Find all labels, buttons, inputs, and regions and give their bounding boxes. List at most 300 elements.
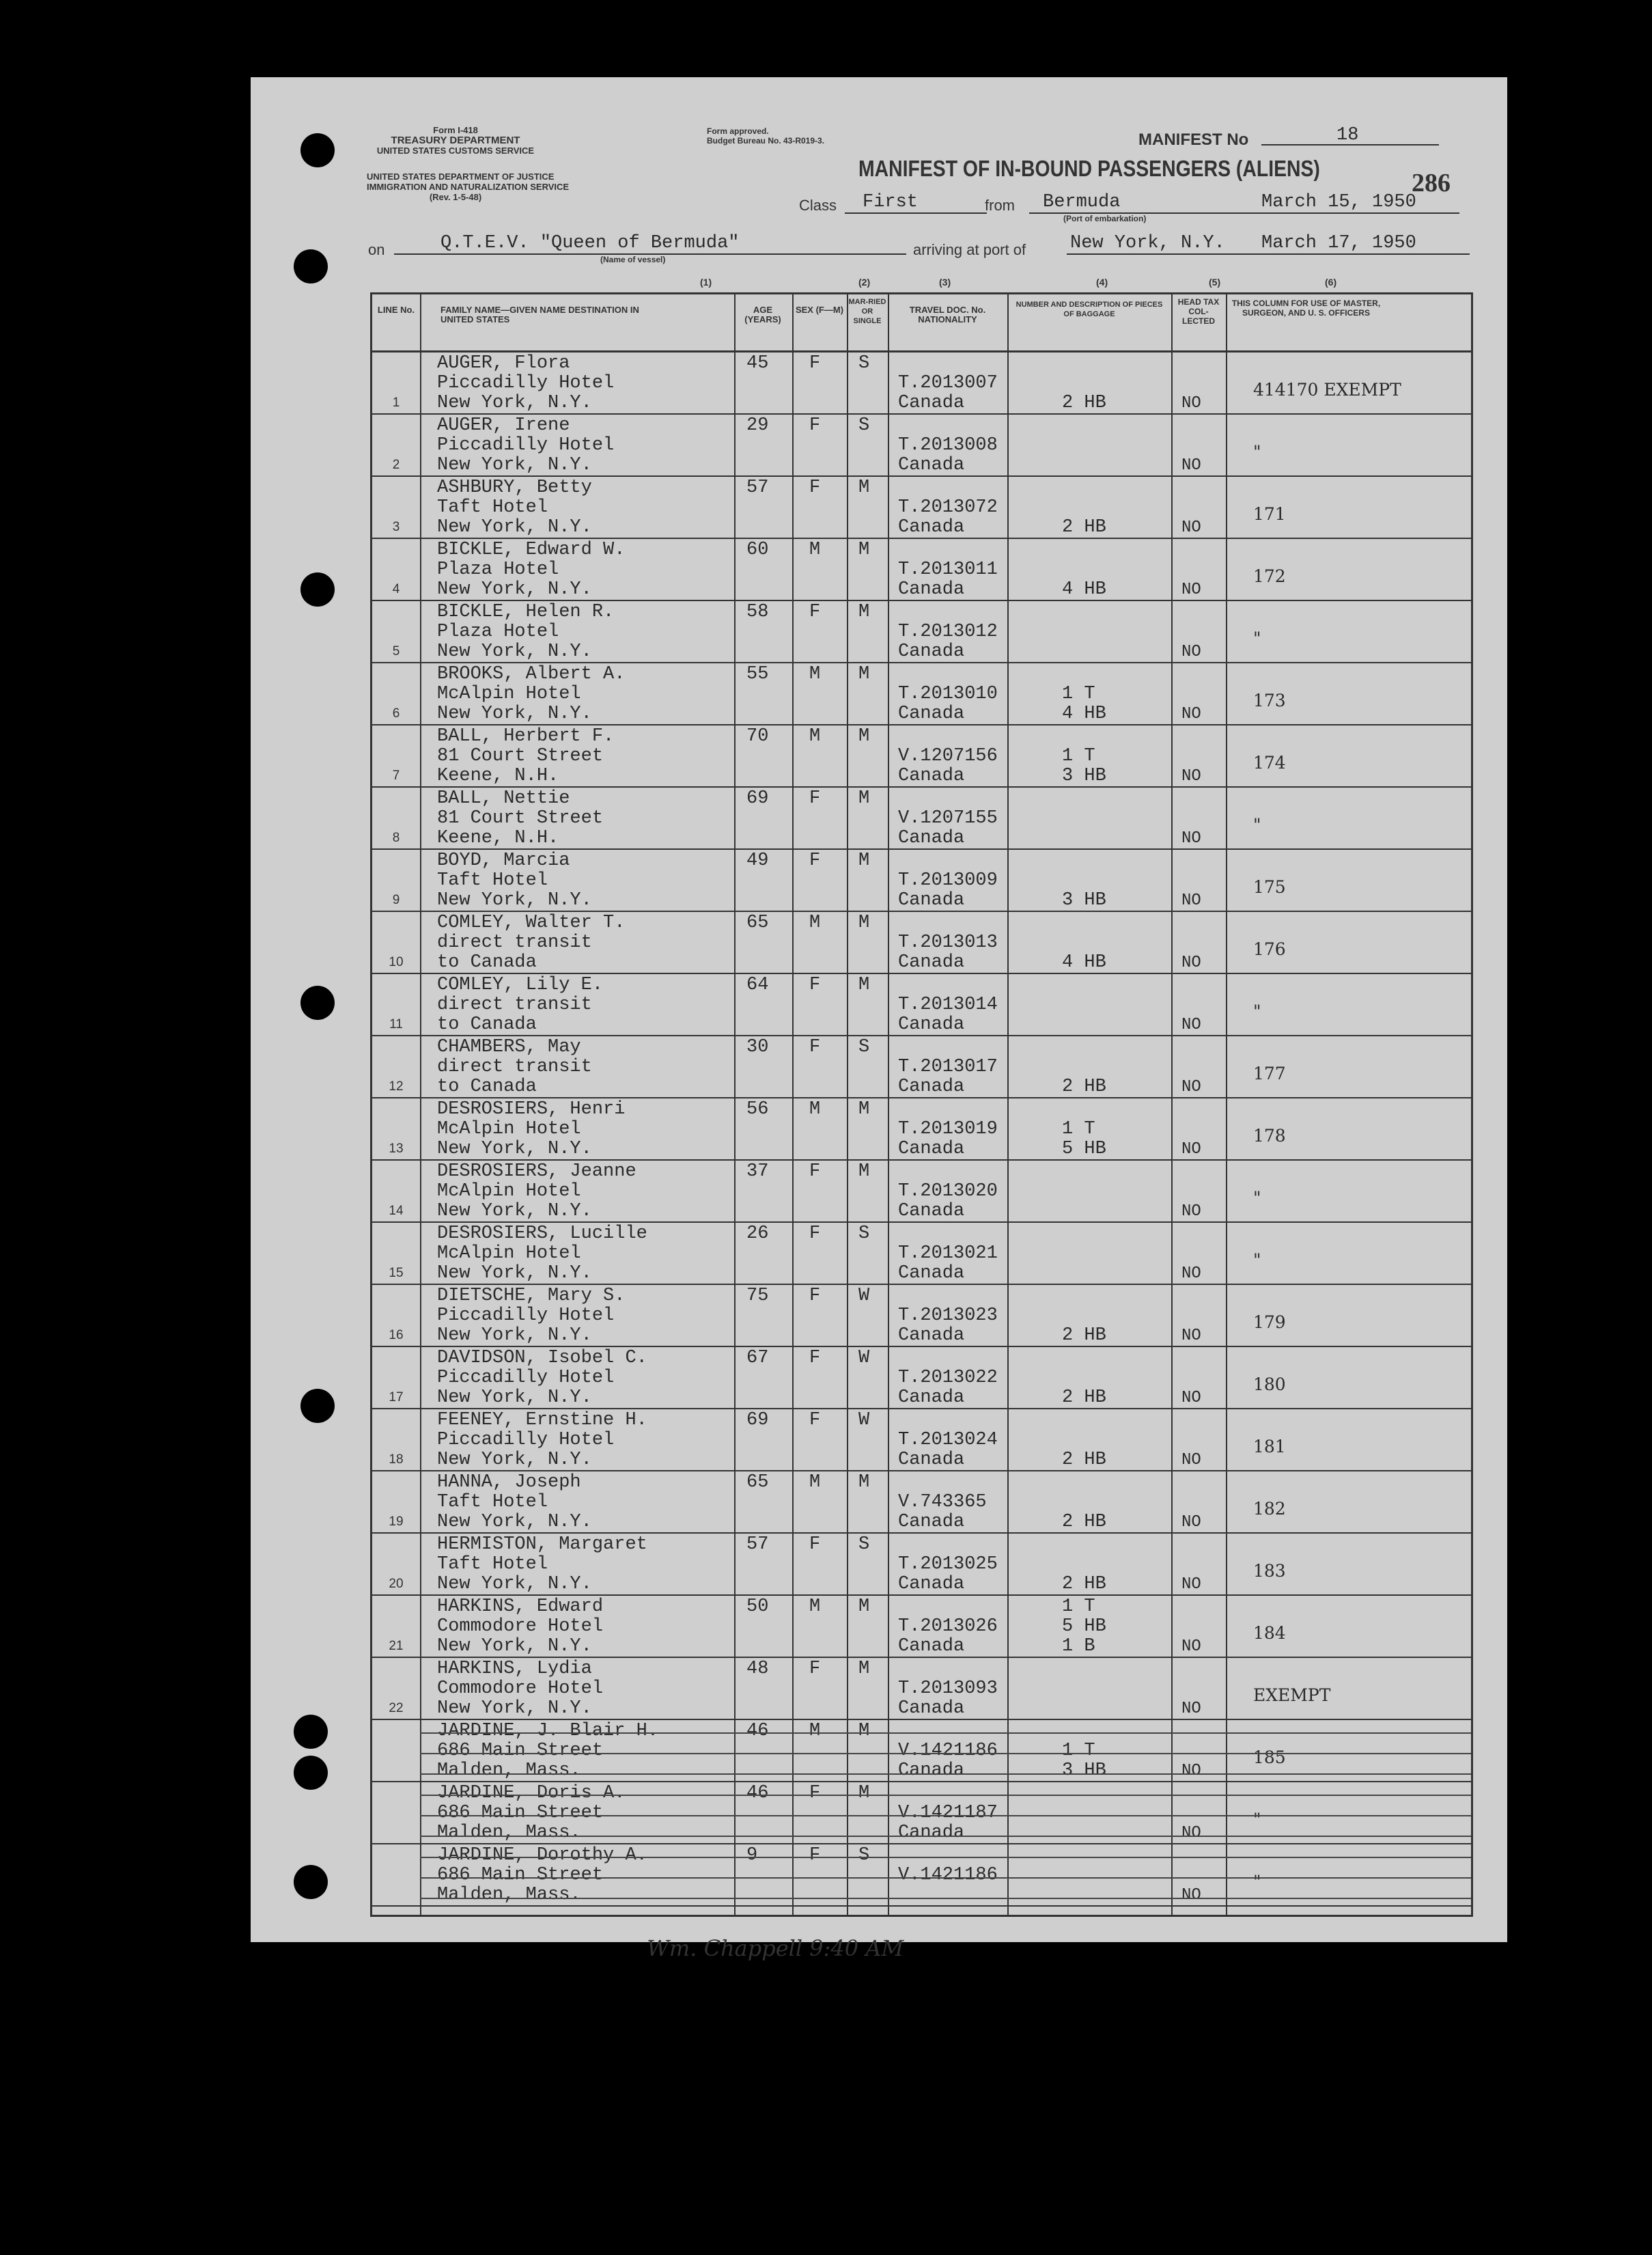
- col-num-6: (6): [1325, 277, 1337, 288]
- nationality: Canada: [898, 1512, 965, 1532]
- destination-line-1: Piccadilly Hotel: [437, 1430, 615, 1450]
- punch-hole: [294, 1756, 328, 1790]
- marital-status: M: [858, 602, 870, 622]
- line-number: 17: [389, 1390, 404, 1405]
- age: 56: [746, 1099, 769, 1120]
- baggage-2: 2 HB: [1062, 393, 1106, 413]
- officer-note: 183: [1253, 1561, 1286, 1581]
- travel-doc: T.2013072: [898, 497, 998, 518]
- sex: M: [809, 1472, 821, 1493]
- head-tax: NO: [1181, 1078, 1201, 1096]
- age: 50: [746, 1596, 769, 1617]
- destination-line-1: Taft Hotel: [437, 1554, 548, 1575]
- destination-line-1: McAlpin Hotel: [437, 1243, 581, 1264]
- passenger-name: CHAMBERS, May: [437, 1037, 581, 1057]
- head-tax: NO: [1181, 1202, 1201, 1221]
- nationality: Canada: [898, 828, 965, 848]
- officer-note: ": [1253, 628, 1261, 648]
- destination-line-1: Piccadilly Hotel: [437, 373, 615, 393]
- officer-note: ": [1253, 1810, 1261, 1829]
- table-row: [372, 1223, 1471, 1285]
- embark-note: (Port of embarkation): [1063, 214, 1147, 223]
- nationality: Canada: [898, 890, 965, 911]
- strike-through-line: [420, 1732, 1471, 1734]
- destination-line-1: McAlpin Hotel: [437, 1181, 581, 1202]
- marital-status: W: [858, 1286, 870, 1306]
- travel-doc: T.2013026: [898, 1616, 998, 1637]
- age: 65: [746, 913, 769, 933]
- head-tax: NO: [1181, 456, 1201, 475]
- nationality: Canada: [898, 1139, 965, 1159]
- table-row: [372, 1036, 1471, 1098]
- table-row: [372, 1782, 1471, 1844]
- officer-note: ": [1253, 442, 1261, 462]
- on-label: on: [368, 241, 385, 258]
- marital-status: W: [858, 1348, 870, 1368]
- customs-service: UNITED STATES CUSTOMS SERVICE: [376, 146, 535, 156]
- marital-status: M: [858, 1472, 870, 1493]
- head-tax: NO: [1181, 1016, 1201, 1034]
- head-tax: NO: [1181, 1762, 1201, 1780]
- marital-status: W: [858, 1410, 870, 1430]
- destination-line-2: New York, N.Y.: [437, 1636, 592, 1657]
- sex: F: [809, 1348, 821, 1368]
- table-row: [372, 1596, 1471, 1658]
- sex: F: [809, 1161, 821, 1182]
- destination-line-2: Keene, N.H.: [437, 828, 559, 848]
- destination-line-1: 686 Main Street: [437, 1803, 604, 1823]
- col-age: AGE (YEARS): [744, 305, 781, 324]
- punch-hole: [300, 133, 335, 167]
- baggage-2: 3 HB: [1062, 766, 1106, 786]
- head-tax: NO: [1181, 954, 1201, 972]
- col-married: MAR-RIED OR SINGLE: [848, 298, 886, 325]
- sex: F: [809, 788, 821, 809]
- travel-doc: T.2013008: [898, 435, 998, 456]
- officer-note: 177: [1253, 1064, 1286, 1083]
- col-name: FAMILY NAME—GIVEN NAME DESTINATION IN UNITED STATES: [440, 305, 639, 324]
- sex: F: [809, 602, 821, 622]
- destination-line-1: McAlpin Hotel: [437, 1119, 581, 1139]
- line-number: 16: [389, 1328, 404, 1342]
- officer-note: 182: [1253, 1499, 1286, 1519]
- col-sex: SEX (F—M): [795, 305, 844, 315]
- passenger-name: BOYD, Marcia: [437, 850, 570, 871]
- punch-hole: [294, 1865, 328, 1899]
- baggage-2: 2 HB: [1062, 1387, 1106, 1408]
- line-number: 10: [389, 955, 404, 969]
- line-number: 20: [389, 1577, 404, 1591]
- line-number: 13: [389, 1142, 404, 1156]
- class-label: Class: [799, 197, 837, 214]
- sex: F: [809, 1410, 821, 1430]
- passenger-name: BALL, Herbert F.: [437, 726, 615, 747]
- destination-line-2: New York, N.Y.: [437, 704, 592, 724]
- head-tax: NO: [1181, 1637, 1201, 1656]
- passenger-name: HARKINS, Edward: [437, 1596, 604, 1617]
- destination-line-2: New York, N.Y.: [437, 579, 592, 600]
- head-tax: NO: [1181, 1327, 1201, 1345]
- destination-line-2: Malden, Mass.: [437, 1823, 581, 1843]
- destination-line-1: Taft Hotel: [437, 870, 548, 891]
- baggage-2: 2 HB: [1062, 517, 1106, 538]
- baggage-2: 5 HB: [1062, 1616, 1106, 1637]
- destination-line-1: Commodore Hotel: [437, 1616, 604, 1637]
- travel-doc: T.2013019: [898, 1119, 998, 1139]
- sex: F: [809, 1037, 821, 1057]
- age: 67: [746, 1348, 769, 1368]
- line-number: 1: [392, 396, 400, 410]
- age: 46: [746, 1721, 769, 1741]
- sex: M: [809, 1099, 821, 1120]
- destination-line-1: Plaza Hotel: [437, 622, 559, 642]
- travel-doc: T.2013020: [898, 1181, 998, 1202]
- table-row: [372, 1409, 1471, 1471]
- destination-line-1: Piccadilly Hotel: [437, 1368, 615, 1388]
- destination-line-1: Plaza Hotel: [437, 559, 559, 580]
- head-tax: NO: [1181, 643, 1201, 661]
- table-row: [372, 1720, 1471, 1782]
- baggage-2: 2 HB: [1062, 1077, 1106, 1097]
- travel-doc: T.2013025: [898, 1554, 998, 1575]
- line-number: 18: [389, 1452, 404, 1467]
- officer-note: EXEMPT: [1253, 1685, 1331, 1705]
- destination-line-1: direct transit: [437, 995, 592, 1015]
- head-tax: NO: [1181, 829, 1201, 848]
- officer-note: 175: [1253, 877, 1286, 897]
- head-tax: NO: [1181, 1886, 1201, 1905]
- line-number: 4: [392, 582, 400, 596]
- travel-doc: T.2013022: [898, 1368, 998, 1388]
- destination-line-1: Piccadilly Hotel: [437, 1305, 615, 1326]
- strike-through-line: [420, 1898, 1471, 1899]
- table-row: [372, 1098, 1471, 1161]
- travel-doc: V.1421186: [898, 1741, 998, 1761]
- baggage-1: 1 T: [1062, 1596, 1095, 1617]
- head-tax: NO: [1181, 518, 1201, 537]
- sex: F: [809, 478, 821, 498]
- table-row: [372, 539, 1471, 601]
- sex: M: [809, 1596, 821, 1617]
- baggage-2: 3 HB: [1062, 890, 1106, 911]
- travel-doc: T.2013093: [898, 1678, 998, 1699]
- col-num-5: (5): [1209, 277, 1221, 288]
- table-row: [372, 1471, 1471, 1534]
- baggage-1: 1 T: [1062, 1741, 1095, 1761]
- table-row: [372, 788, 1471, 850]
- table-row: [372, 415, 1471, 477]
- passenger-name: COMLEY, Walter T.: [437, 913, 626, 933]
- destination-line-2: New York, N.Y.: [437, 1512, 592, 1532]
- head-tax: NO: [1181, 767, 1201, 786]
- destination-line-2: Malden, Mass.: [437, 1760, 581, 1781]
- destination-line-2: Keene, N.H.: [437, 766, 559, 786]
- sex: M: [809, 540, 821, 560]
- sex: M: [809, 726, 821, 747]
- marital-status: M: [858, 478, 870, 498]
- nationality: Canada: [898, 1698, 965, 1719]
- sex: F: [809, 850, 821, 871]
- passenger-name: JARDINE, J. Blair H.: [437, 1721, 659, 1741]
- age: 57: [746, 478, 769, 498]
- passenger-name: AUGER, Irene: [437, 415, 570, 436]
- baggage-2: 4 HB: [1062, 704, 1106, 724]
- passenger-name: FEENEY, Ernstine H.: [437, 1410, 647, 1430]
- age: 69: [746, 788, 769, 809]
- marital-status: S: [858, 1534, 870, 1555]
- arrival-date: March 17, 1950: [1261, 233, 1416, 253]
- table-row: [372, 352, 1471, 415]
- line-number: 3: [392, 520, 400, 534]
- baggage-2: 2 HB: [1062, 1325, 1106, 1346]
- head-tax: NO: [1181, 1824, 1201, 1842]
- marital-status: S: [858, 1223, 870, 1244]
- head-tax: NO: [1181, 705, 1201, 723]
- nationality: Canada: [898, 393, 965, 413]
- officer-note: 181: [1253, 1437, 1286, 1456]
- class-value: First: [863, 192, 919, 212]
- destination-line-2: New York, N.Y.: [437, 1574, 592, 1594]
- nationality: Canada: [898, 704, 965, 724]
- table-row: [372, 601, 1471, 663]
- destination-line-1: McAlpin Hotel: [437, 684, 581, 704]
- travel-doc: V.1207156: [898, 746, 998, 766]
- officer-note: ": [1253, 1001, 1261, 1021]
- nationality: Canada: [898, 641, 965, 662]
- officer-note: ": [1253, 1250, 1261, 1270]
- marital-status: M: [858, 540, 870, 560]
- marital-status: S: [858, 415, 870, 436]
- sex: F: [809, 353, 821, 374]
- manifest-no-label: MANIFEST No: [1138, 130, 1249, 149]
- officer-note: 414170 EXEMPT: [1253, 380, 1401, 400]
- table-row: [372, 663, 1471, 725]
- head-tax: NO: [1181, 1451, 1201, 1469]
- officer-note: 173: [1253, 691, 1286, 710]
- passenger-name: JARDINE, Doris A.: [437, 1783, 626, 1803]
- travel-doc: V.1207155: [898, 808, 998, 829]
- strike-through-line: [420, 1857, 1471, 1858]
- sex: F: [809, 1534, 821, 1555]
- passenger-name: DESROSIERS, Lucille: [437, 1223, 647, 1244]
- sex: M: [809, 913, 821, 933]
- form-approved: Form approved.: [707, 126, 769, 136]
- baggage-2: 2 HB: [1062, 1450, 1106, 1470]
- col-num-4: (4): [1096, 277, 1108, 288]
- strike-through-line: [420, 1795, 1471, 1796]
- sex: F: [809, 1783, 821, 1803]
- destination-line-2: New York, N.Y.: [437, 641, 592, 662]
- age: 29: [746, 415, 769, 436]
- baggage-1: 1 T: [1062, 1119, 1095, 1139]
- head-tax: NO: [1181, 1389, 1201, 1407]
- punch-hole: [300, 1389, 335, 1423]
- punch-hole: [294, 1715, 328, 1749]
- line-number: 9: [392, 893, 400, 907]
- destination-line-2: to Canada: [437, 1077, 537, 1097]
- destination-line-2: New York, N.Y.: [437, 1450, 592, 1470]
- nationality: Canada: [898, 1450, 965, 1470]
- ins-service: IMMIGRATION AND NATURALIZATION SERVICE: [367, 182, 570, 192]
- line-number: 22: [389, 1701, 404, 1715]
- col-travel-doc: TRAVEL DOC. No. NATIONALITY: [909, 305, 986, 324]
- nationality: Canada: [898, 517, 965, 538]
- destination-line-2: to Canada: [437, 1014, 537, 1035]
- travel-doc: V.1421186: [898, 1865, 998, 1885]
- table-row: [372, 912, 1471, 974]
- marital-status: M: [858, 1161, 870, 1182]
- arriving-label: arriving at port of: [913, 241, 1026, 258]
- passenger-name: DESROSIERS, Henri: [437, 1099, 626, 1120]
- age: 57: [746, 1534, 769, 1555]
- revision: (Rev. 1-5-48): [429, 192, 482, 202]
- line-number: 6: [392, 706, 400, 721]
- travel-doc: T.2013014: [898, 995, 998, 1015]
- marital-status: M: [858, 1721, 870, 1741]
- sex: M: [809, 664, 821, 684]
- destination-line-2: New York, N.Y.: [437, 1139, 592, 1159]
- age: 30: [746, 1037, 769, 1057]
- nationality: Canada: [898, 1077, 965, 1097]
- sex: F: [809, 1659, 821, 1679]
- nationality: Canada: [898, 1636, 965, 1657]
- passenger-name: COMLEY, Lily E.: [437, 975, 604, 995]
- age: 55: [746, 664, 769, 684]
- officer-note: 184: [1253, 1623, 1286, 1643]
- table-row: [372, 850, 1471, 912]
- line-number: 12: [389, 1079, 404, 1094]
- embark-date: March 15, 1950: [1261, 192, 1416, 212]
- officer-note: ": [1253, 1872, 1261, 1892]
- passenger-name: BICKLE, Edward W.: [437, 540, 626, 560]
- head-tax: NO: [1181, 1140, 1201, 1159]
- strike-through-line: [420, 1836, 1471, 1837]
- nationality: Canada: [898, 766, 965, 786]
- travel-doc: T.2013024: [898, 1430, 998, 1450]
- marital-status: M: [858, 788, 870, 809]
- form-header-left: [374, 125, 537, 156]
- approval-note: [707, 126, 824, 146]
- manifest-title: MANIFEST OF IN-BOUND PASSENGERS (ALIENS): [858, 156, 1320, 181]
- travel-doc: T.2013012: [898, 622, 998, 642]
- marital-status: M: [858, 975, 870, 995]
- table-row: [372, 1285, 1471, 1347]
- destination-line-2: New York, N.Y.: [437, 890, 592, 911]
- officer-note: ": [1253, 815, 1261, 835]
- nationality: Canada: [898, 579, 965, 600]
- baggage-2: 3 HB: [1062, 1760, 1106, 1781]
- officer-note: 180: [1253, 1374, 1286, 1394]
- baggage-2: 5 HB: [1062, 1139, 1106, 1159]
- head-tax: NO: [1181, 1513, 1201, 1532]
- sex: F: [809, 415, 821, 436]
- from-value: Bermuda: [1043, 192, 1121, 212]
- destination-line-1: Taft Hotel: [437, 497, 548, 518]
- marital-status: M: [858, 1659, 870, 1679]
- marital-status: S: [858, 1845, 870, 1866]
- head-tax: NO: [1181, 394, 1201, 413]
- destination-line-2: New York, N.Y.: [437, 517, 592, 538]
- nationality: Canada: [898, 1014, 965, 1035]
- nationality: Canada: [898, 1574, 965, 1594]
- marital-status: M: [858, 913, 870, 933]
- marital-status: M: [858, 850, 870, 871]
- officer-note: 174: [1253, 753, 1286, 773]
- destination-line-1: 81 Court Street: [437, 808, 604, 829]
- passenger-name: DESROSIERS, Jeanne: [437, 1161, 636, 1182]
- travel-doc: T.2013007: [898, 373, 998, 393]
- col-line-no: LINE No.: [377, 305, 415, 315]
- age: 65: [746, 1472, 769, 1493]
- manifest-sheet: [251, 77, 1507, 1961]
- signature: Wm. Chappell 9:40 AM: [647, 1935, 904, 1961]
- baggage-3: 1 B: [1062, 1636, 1095, 1657]
- nationality: Canada: [898, 1201, 965, 1221]
- passenger-name: DAVIDSON, Isobel C.: [437, 1348, 647, 1368]
- passenger-name: BALL, Nettie: [437, 788, 570, 809]
- punch-hole: [294, 249, 328, 283]
- baggage-2: 4 HB: [1062, 579, 1106, 600]
- destination-line-2: New York, N.Y.: [437, 393, 592, 413]
- passenger-name: HERMISTON, Margaret: [437, 1534, 647, 1555]
- sex: F: [809, 1286, 821, 1306]
- head-tax: NO: [1181, 1264, 1201, 1283]
- age: 26: [746, 1223, 769, 1244]
- line-number: 21: [389, 1639, 404, 1653]
- head-tax: NO: [1181, 581, 1201, 599]
- destination-line-2: New York, N.Y.: [437, 1263, 592, 1284]
- justice-dept: UNITED STATES DEPARTMENT OF JUSTICE: [367, 171, 555, 182]
- destination-line-1: Piccadilly Hotel: [437, 435, 615, 456]
- travel-doc: T.2013017: [898, 1057, 998, 1077]
- vessel-name: Q.T.E.V. "Queen of Bermuda": [440, 233, 740, 253]
- punch-hole: [300, 572, 335, 607]
- form-number: Form I-418: [433, 125, 478, 135]
- sex: F: [809, 1845, 821, 1866]
- baggage-2: 4 HB: [1062, 952, 1106, 973]
- col-num-2: (2): [858, 277, 871, 288]
- sex: M: [809, 1721, 821, 1741]
- treasury-dept: TREASURY DEPARTMENT: [391, 135, 520, 146]
- officer-note: ": [1253, 1188, 1261, 1208]
- age: 58: [746, 602, 769, 622]
- table-row: [372, 1658, 1471, 1720]
- travel-doc: V.743365: [898, 1492, 987, 1512]
- table-row: [372, 1844, 1471, 1907]
- officer-note: 172: [1253, 566, 1286, 586]
- col-head-tax: HEAD TAX COL-LECTED: [1177, 297, 1220, 326]
- head-tax: NO: [1181, 1700, 1201, 1718]
- destination-line-1: direct transit: [437, 932, 592, 953]
- travel-doc: T.2013011: [898, 559, 998, 580]
- destination-line-2: New York, N.Y.: [437, 1325, 592, 1346]
- arrival-port: New York, N.Y.: [1070, 233, 1225, 253]
- table-row: [372, 477, 1471, 539]
- destination-line-2: New York, N.Y.: [437, 1387, 592, 1408]
- passenger-name: BROOKS, Albert A.: [437, 664, 626, 684]
- age: 70: [746, 726, 769, 747]
- baggage-1: 1 T: [1062, 746, 1095, 766]
- destination-line-2: New York, N.Y.: [437, 1201, 592, 1221]
- marital-status: M: [858, 664, 870, 684]
- head-tax: NO: [1181, 1575, 1201, 1594]
- strike-through-line: [420, 1877, 1471, 1879]
- line-number: 5: [392, 644, 400, 659]
- col-officers: THIS COLUMN FOR USE OF MASTER, SURGEON, AND U. S. OFFICERS: [1231, 299, 1381, 318]
- destination-line-1: 686 Main Street: [437, 1741, 604, 1761]
- baggage-2: 2 HB: [1062, 1574, 1106, 1594]
- nationality: Canada: [898, 1263, 965, 1284]
